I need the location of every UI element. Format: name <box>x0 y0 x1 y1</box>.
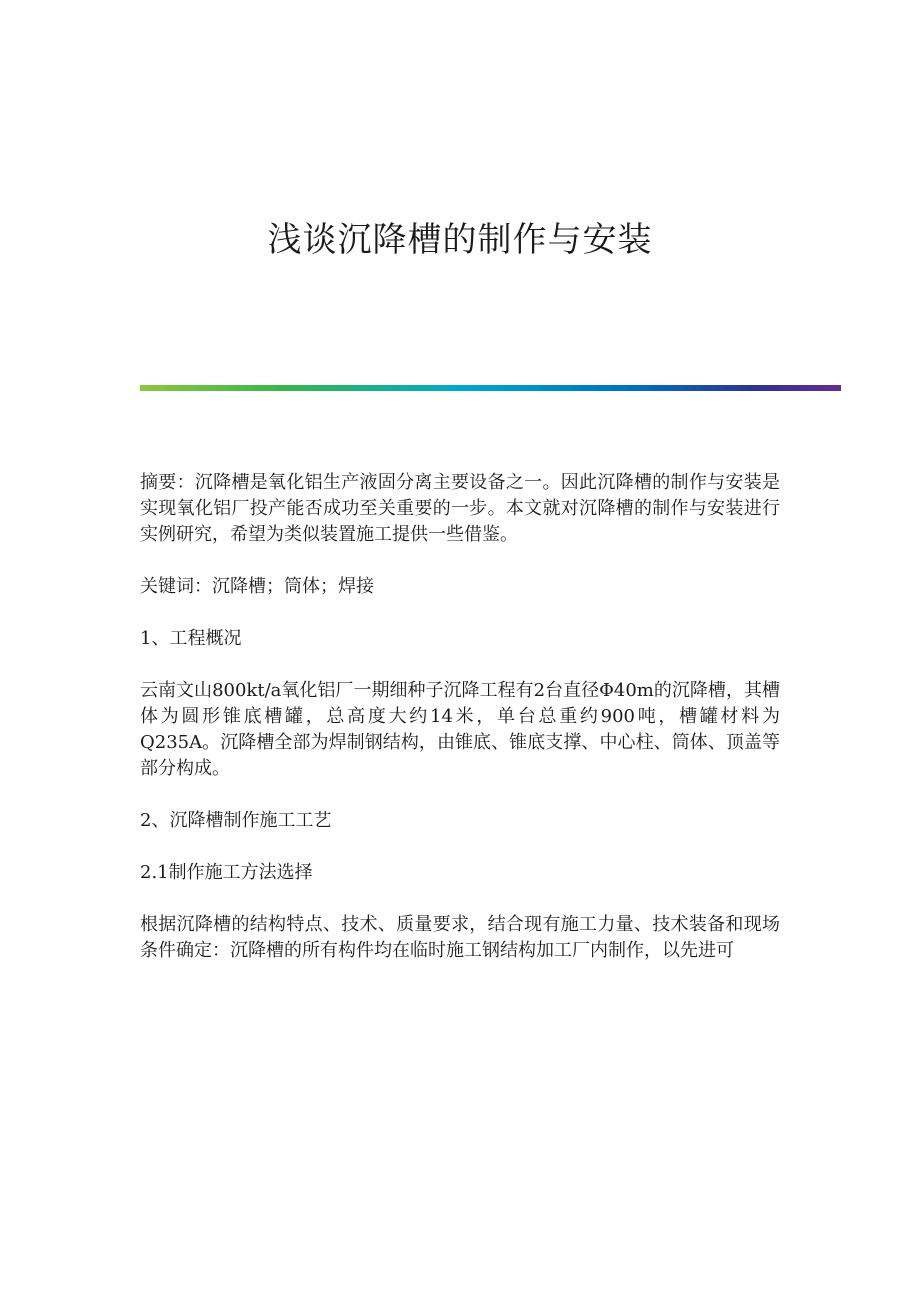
section-heading-1: 1、工程概况 <box>140 628 242 649</box>
title-divider <box>140 385 841 391</box>
document-body <box>140 470 780 990</box>
abstract-paragraph: 摘要：沉降槽是氧化铝生产液固分离主要设备之一。因此沉降槽的制作与安装是实现氧化铝厂投产能否成功至关重要的一步。本文就对沉降槽的制作与安装进行实例研究，希望为类似装置施工提供一些借鉴。 <box>140 472 780 545</box>
document-title: 浅谈沉降槽的制作与安装 <box>267 220 653 260</box>
subsection-heading-2-1: 2.1制作施工方法选择 <box>140 862 313 883</box>
method-paragraph: 根据沉降槽的结构特点、技术、质量要求，结合现有施工力量、技术装备和现场条件确定：沉降槽的所有构件均在临时施工钢结构加工厂内制作，以先进可 <box>140 914 780 961</box>
keywords-paragraph: 关键词：沉降槽；筒体；焊接 <box>140 576 374 597</box>
section-heading-2: 2、沉降槽制作施工工艺 <box>140 810 332 831</box>
overview-paragraph: 云南文山800kt/a氧化铝厂一期细种子沉降工程有2台直径Φ40m的沉降槽，其槽体为圆形锥底槽罐，总高度大约14米，单台总重约900吨，槽罐材料为Q235A。沉降槽全部为焊制钢结构，由锥底、锥底支撑、中心柱、筒体、顶盖等部分构成。 <box>140 680 780 779</box>
